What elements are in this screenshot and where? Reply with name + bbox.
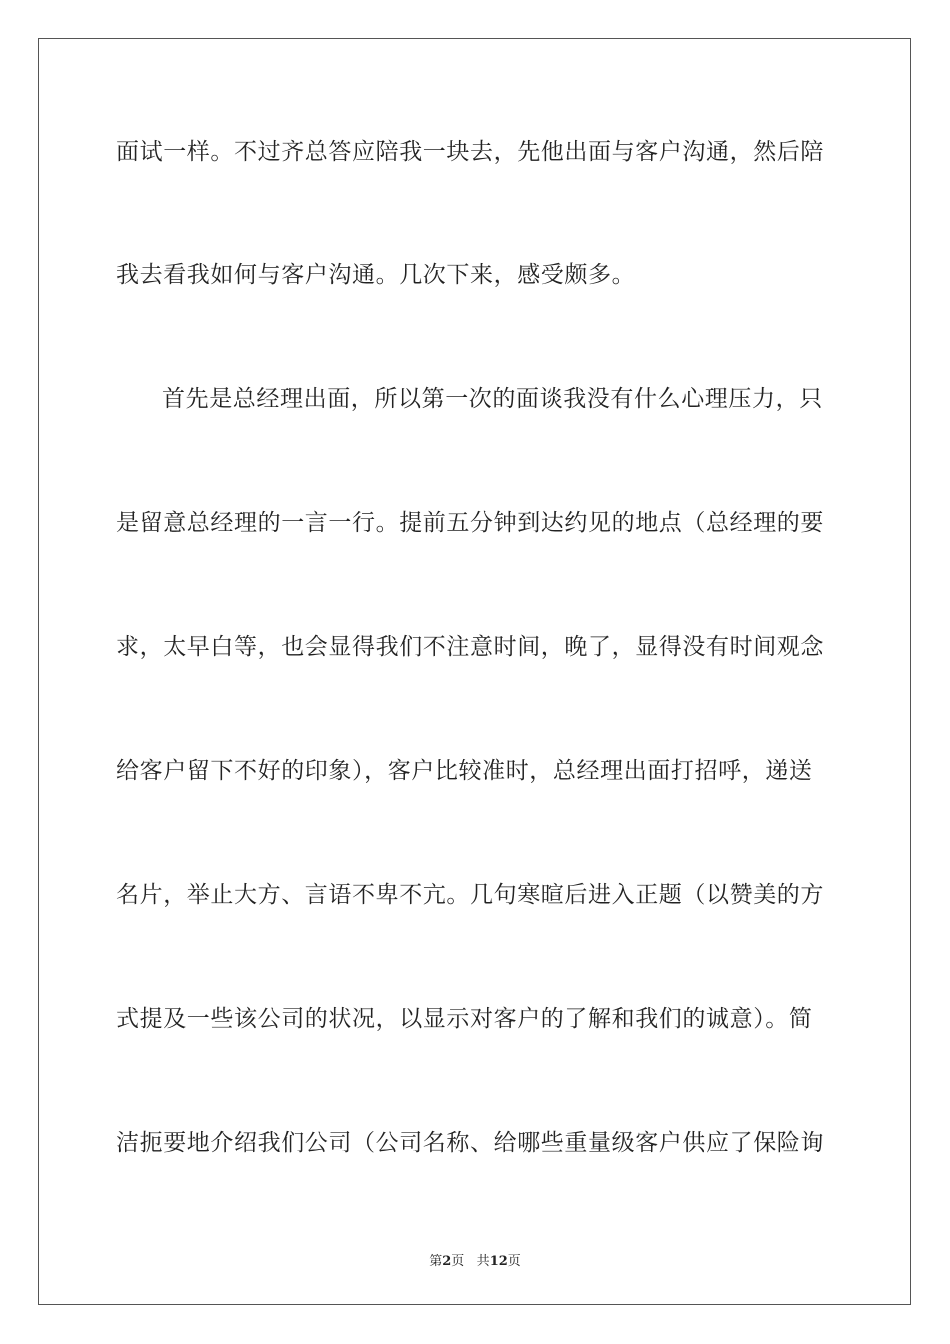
text-line: 给客户留下不好的印象），客户比较准时，总经理出面打招呼，递送: [116, 758, 813, 784]
text-line: 面试一样。不过齐总答应陪我一块去，先他出面与客户沟通，然后陪: [116, 139, 824, 165]
text-line: 洁扼要地介绍我们公司（公司名称、给哪些重量级客户供应了保险询: [116, 1130, 824, 1156]
paragraph-start-line: 首先是总经理出面，所以第一次的面谈我没有什么心理压力，只: [162, 386, 823, 412]
total-page-count: 12: [489, 1254, 508, 1269]
text-line: 是留意总经理的一言一行。提前五分钟到达约见的地点（总经理的要: [116, 510, 824, 536]
footer-prefix: 第: [429, 1254, 443, 1269]
text-line: 式提及一些该公司的状况，以显示对客户的了解和我们的诚意）。简: [116, 1006, 813, 1032]
text-line: 我去看我如何与客户沟通。几次下来，感受颇多。: [116, 262, 636, 288]
current-page-number: 2: [442, 1254, 452, 1269]
footer-total-suffix: 页: [507, 1254, 521, 1269]
page-border: [38, 38, 911, 1305]
text-line: 名片，举止大方、言语不卑不亢。几句寒暄后进入正题（以赞美的方: [116, 882, 824, 908]
text-line: 求，太早白等，也会显得我们不注意时间，晚了，显得没有时间观念: [116, 634, 824, 660]
page-footer: [0, 1250, 950, 1269]
footer-total-prefix: 共: [476, 1254, 490, 1269]
footer-page-suffix: 页: [451, 1254, 465, 1269]
